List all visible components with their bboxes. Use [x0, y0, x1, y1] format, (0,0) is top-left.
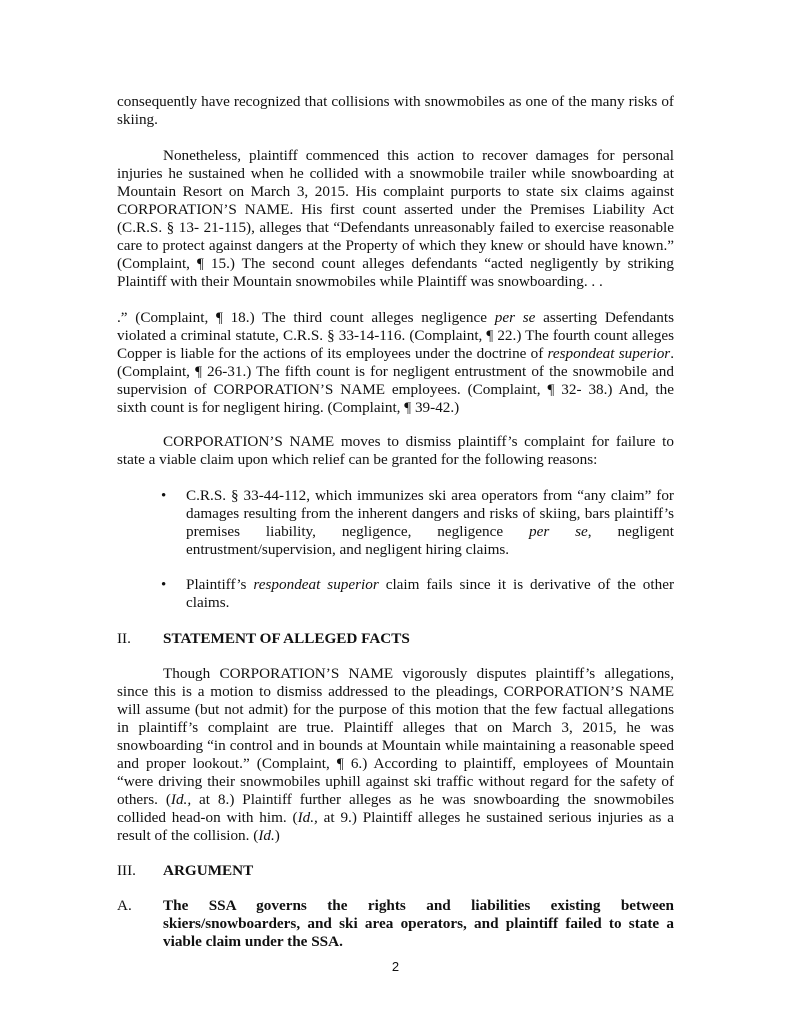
bullet-2-marker: • [161, 577, 167, 593]
id-citation-1: Id., [170, 791, 192, 808]
bullet-1-italic: per se [528, 523, 588, 540]
id-citation-3: Id. [258, 827, 275, 844]
counts-paragraph [117, 309, 674, 417]
bullet-2 [186, 576, 674, 612]
facts-text-d: ) [274, 827, 280, 844]
moves-paragraph: CORPORATION’S NAME moves to dismiss plaintiff’s complaint for failure to state a viable claim upon which relief can be granted for the following reasons: [117, 433, 674, 468]
respondeat-italic: respondeat superior [547, 345, 671, 362]
section-2-heading: STATEMENT OF ALLEGED FACTS [163, 630, 410, 647]
facts-text-c: at 9.) Plaintiff alleges he sustained serious injuries as a result of the collision. ( [117, 809, 674, 844]
facts-text-a: Though CORPORATION’S NAME vigorously disputes plaintiff’s allegations, since this is a motion to dismiss addressed to the pleadings, CORPORATION’S NAME will assume (but not admit) for the purpose of this motion that the few factual allegations in plaintiff’s complaint are true. Plaintiff alleges that on March 3, 2015, he was snowboarding “in control and in bounds at Mountain while maintaining a reasonable speed and proper lookout.” (Complaint, ¶ 6.) According to plaintiff, employees of Mountain “were driving their snowmobiles uphill against ski traffic without regard for the safety of others. ( [117, 665, 674, 808]
bullet-2-text-a: Plaintiff’s [186, 576, 254, 593]
facts-paragraph [117, 665, 674, 845]
bullet-1 [186, 487, 674, 559]
bullet-2-text-b: claim fails since it is derivative of the other claims. [186, 576, 675, 611]
section-3-heading: ARGUMENT [163, 862, 254, 879]
page-number: 2 [391, 959, 400, 974]
bullet-2-italic: respondeat superior [253, 576, 379, 593]
nonetheless-paragraph [117, 147, 674, 291]
id-citation-2: Id., [297, 809, 318, 826]
intro-paragraph: consequently have recognized that collisions with snowmobiles as one of the many risks of skiing. [117, 93, 674, 128]
bullet-1-text-b: , negligent entrustment/supervision, and negligent hiring claims. [186, 523, 674, 558]
bullet-1-text-a: C.R.S. § 33-44-112, which immunizes ski area operators from “any claim” for damages resulting from the inherent dangers and risks of skiing, bars plaintiff’s premises liability, negligence, negligence [186, 487, 674, 540]
facts-text-b: at 8.) Plaintiff further alleges as he was snowboarding the snowmobiles collided head-on with him. ( [117, 791, 674, 826]
subsection-a-heading: The SSA governs the rights and liabilities existing between skiers/snowboarders, and ski area operators, and plaintiff failed to state a viable claim under the SSA. [163, 897, 674, 950]
subsection-a-number: A. [117, 897, 132, 914]
counts-text-1: .” (Complaint, ¶ 18.) The third count alleges negligence [117, 309, 495, 326]
bullet-1-marker: • [161, 488, 167, 504]
section-2-number: II. [117, 630, 131, 647]
counts-text-3: . (Complaint, ¶ 26-31.) The fifth count is for negligent entrustment of the snowmobile and supervision of CORPORATION’S NAME employees. (Complaint, ¶ 32- 38.) And, the sixth count is for negligent hiring. (Complaint, ¶ 39-42.) [117, 345, 674, 416]
nonetheless-text: Nonetheless, plaintiff commenced this action to recover damages for personal injuries he sustained when he collided with a snowmobile trailer while snowboarding at Mountain Resort on March 3, 2015. His complaint purports to state six claims against CORPORATION’S NAME. His first count asserted under the Premises Liability Act (C.R.S. § 13- 21-115), alleges that “Defendants unreasonably failed to exercise reasonable care to protect against dangers at the Property of which they knew or should have known.” (Complaint, ¶ 15.) The second count alleges defendants “acted negligently by striking Plaintiff with their Mountain snowmobiles while Plaintiff was snowboarding. . . [117, 147, 674, 290]
per-se-italic: per se [494, 309, 536, 326]
counts-text-2: asserting Defendants violated a criminal statute, C.R.S. § 33-14-116. (Complaint, ¶ 22.) The fourth count alleges Copper is liable for the actions of its employees under the doctrine of [117, 309, 674, 362]
section-3-number: III. [117, 862, 136, 879]
